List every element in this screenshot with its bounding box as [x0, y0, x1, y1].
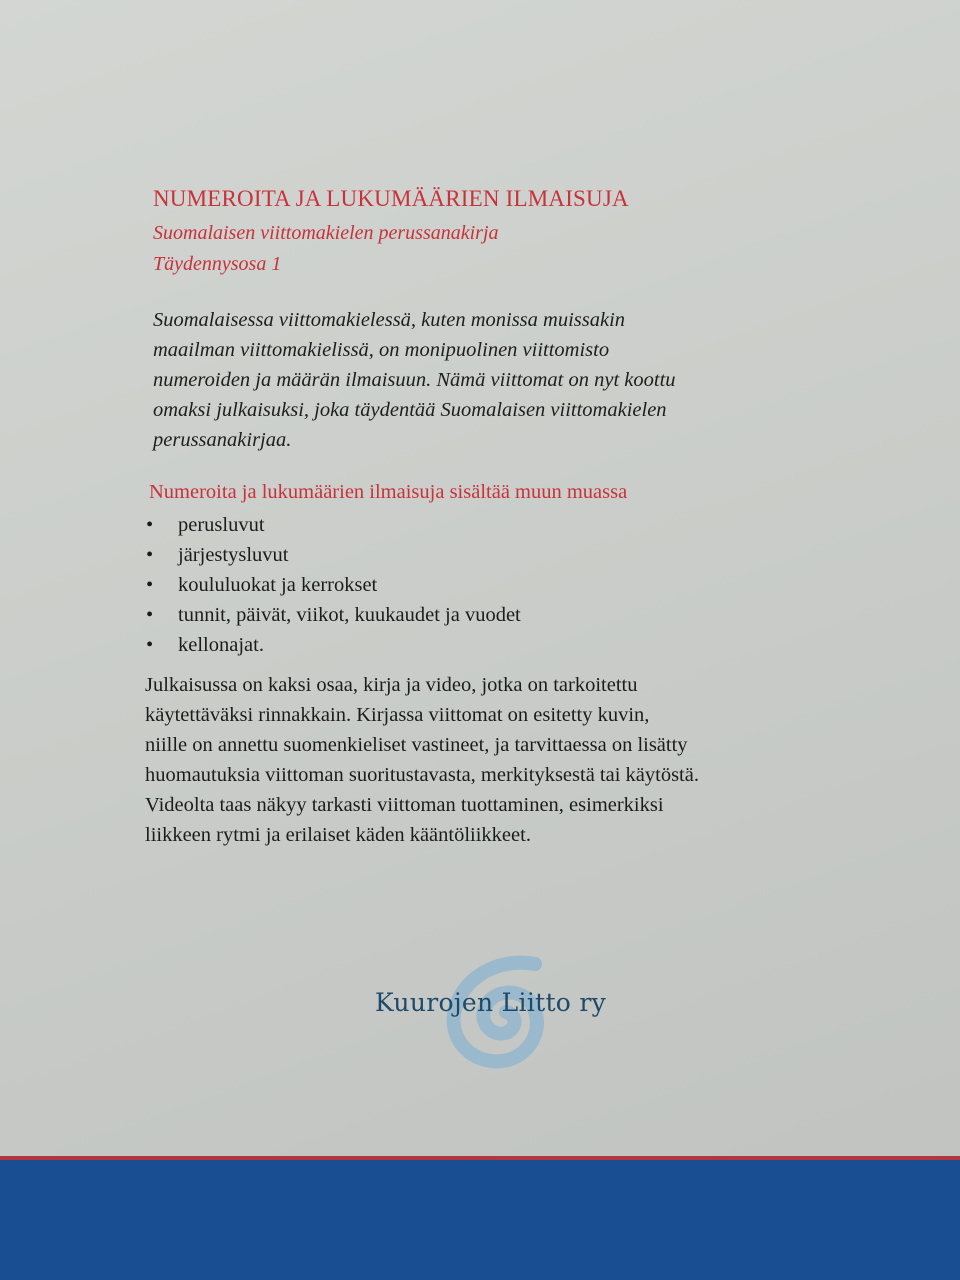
- description-line: liikkeen rytmi ja erilaiset käden kääntöliikkeet.: [145, 824, 531, 846]
- bullet: •: [146, 634, 154, 656]
- list-item-text: perusluvut: [178, 514, 265, 536]
- contents-heading: Numeroita ja lukumäärien ilmaisuja sisältää muun muassa: [149, 481, 628, 503]
- intro-line: Suomalaisessa viittomakielessä, kuten monissa muissakin: [153, 309, 626, 331]
- list-item-text: tunnit, päivät, viikot, kuukaudet ja vuodet: [178, 604, 521, 626]
- subtitle-line: Suomalaisen viittomakielen perussanakirja: [153, 222, 499, 244]
- list-item: [146, 510, 521, 540]
- bullet: •: [146, 604, 154, 626]
- publisher-name: Kuurojen Liitto ry: [375, 988, 607, 1017]
- intro-line: numeroiden ja määrän ilmaisuun. Nämä viittomat on nyt koottu: [153, 369, 676, 391]
- blue-band: [0, 1160, 960, 1280]
- book-subtitle: [153, 218, 499, 280]
- description-line: Julkaisussa on kaksi osaa, kirja ja video, jotka on tarkoitettu: [145, 674, 638, 696]
- list-item-text: kellonajat.: [178, 634, 264, 656]
- intro-line: omaksi julkaisuksi, joka täydentää Suomalaisen viittomakielen: [153, 399, 667, 421]
- list-item: [146, 540, 521, 570]
- description-line: huomautuksia viittoman suoritustavasta, merkityksestä tai käytöstä.: [145, 764, 699, 786]
- bullet: •: [146, 544, 154, 566]
- description-paragraph: [145, 670, 699, 850]
- description-line: niille on annettu suomenkieliset vastineet, ja tarvittaessa on lisätty: [145, 734, 688, 756]
- intro-line: perussanakirjaa.: [153, 429, 292, 451]
- list-item-text: koululuokat ja kerrokset: [178, 574, 378, 596]
- description-line: Videolta taas näkyy tarkasti viittoman tuottaminen, esimerkiksi: [145, 794, 664, 816]
- intro-paragraph: [153, 305, 676, 455]
- book-title: NUMEROITA JA LUKUMÄÄRIEN ILMAISUJA: [153, 186, 629, 211]
- bullet: •: [146, 514, 154, 536]
- contents-list: [146, 510, 521, 660]
- list-item-text: järjestysluvut: [178, 544, 289, 566]
- list-item: [146, 630, 521, 660]
- bullet: •: [146, 574, 154, 596]
- list-item: [146, 600, 521, 630]
- volume-line: Täydennysosa 1: [153, 253, 282, 275]
- intro-line: maailman viittomakielissä, on monipuolinen viittomisto: [153, 339, 610, 361]
- list-item: [146, 570, 521, 600]
- description-line: käytettäväksi rinnakkain. Kirjassa viittomat on esitetty kuvin,: [145, 704, 650, 726]
